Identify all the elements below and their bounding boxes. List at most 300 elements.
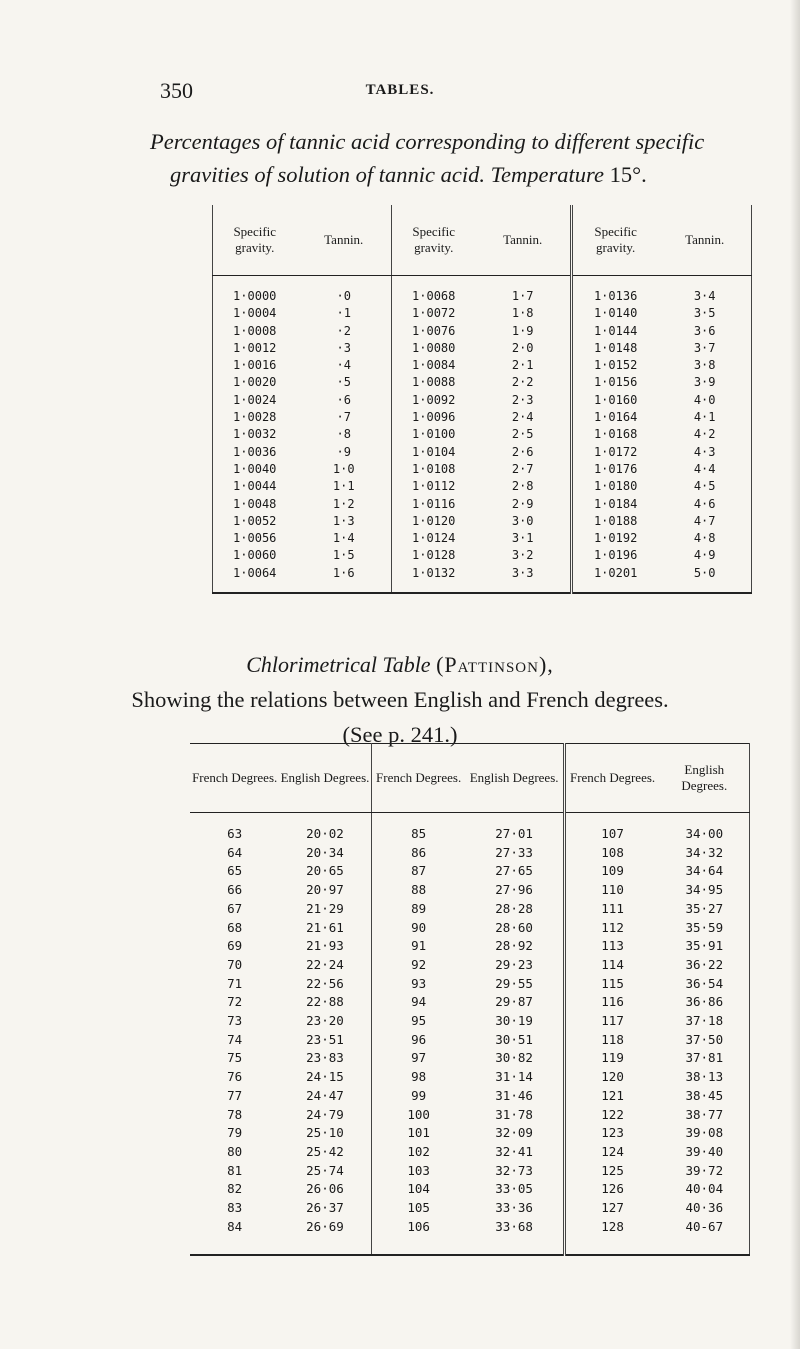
- tannin-table-header-cell: Tannin.: [296, 205, 391, 276]
- tannin-table-cell: 1·0132: [412, 565, 456, 580]
- chlorimetrical-table-cell: 98: [411, 1069, 427, 1085]
- tannin-table-cell: 1·0108: [412, 461, 456, 476]
- tannin-table-cell: ·3: [296, 340, 391, 357]
- tannin-table-cell: 1·0056: [213, 530, 297, 547]
- tannin-table-cell: 3·2: [475, 547, 571, 564]
- chlorimetrical-table-cell: 70: [227, 956, 243, 972]
- tannin-table-cell: 4·4: [658, 461, 751, 478]
- chlorimetrical-table-cell: 21·61: [279, 919, 371, 938]
- chlorimetrical-subtitle: Showing the relations between English and French degrees.: [131, 687, 669, 712]
- chlorimetrical-table-cell: 29·87: [466, 993, 564, 1012]
- chlorimetrical-table-cell: 26·37: [279, 1199, 371, 1218]
- tannin-table-cell: 4·3: [658, 444, 751, 461]
- tannin-table-cell: 2·6: [475, 444, 571, 461]
- tannin-table-header-cell: Specific gravity.: [391, 205, 475, 276]
- tannin-table-cell: ·6: [296, 392, 391, 409]
- chlorimetrical-table-cell: 71: [227, 975, 243, 991]
- tannin-table-cell: 1·0076: [412, 323, 456, 338]
- chlorimetrical-table-body: [190, 813, 750, 1256]
- chlorimetrical-table-cell: 23·83: [279, 1049, 371, 1068]
- chlorimetrical-table-cell: 112: [601, 919, 624, 935]
- tannin-table-cell: 1·0060: [213, 547, 297, 564]
- chlorimetrical-table-cell: 88: [411, 882, 427, 898]
- chlorimetrical-table-cell: 106: [407, 1218, 430, 1234]
- chlorimetrical-table-cell: 30·51: [466, 1031, 564, 1050]
- chlorimetrical-table-cell: 82: [227, 1181, 243, 1197]
- chlorimetrical-table-cell: 117: [601, 1013, 624, 1029]
- chlorimetrical-table-cell: 75: [227, 1050, 243, 1066]
- chlorimetrical-table-cell: 27·65: [466, 862, 564, 881]
- chlorimetrical-table-cell: 25·74: [279, 1162, 371, 1181]
- chlorimetrical-table-cell: 111: [601, 900, 624, 916]
- chlorimetrical-table-header-cell: English Degrees.: [279, 744, 371, 813]
- chlorimetrical-table-cell: 21·93: [279, 937, 371, 956]
- tannin-table-cell: 3·0: [475, 513, 571, 530]
- table-row: [213, 478, 752, 495]
- chlorimetrical-table-cell: 116: [601, 994, 624, 1010]
- table-row: [213, 276, 752, 306]
- tannin-table-cell: 2·9: [475, 496, 571, 513]
- tannin-table-cell: 1·0128: [412, 548, 456, 563]
- chlorimetrical-table-cell: 123: [601, 1125, 624, 1141]
- tannin-table-cell: 1·0088: [412, 375, 456, 390]
- chlorimetrical-title-text: Chlorimetrical Table: [246, 652, 431, 677]
- chlorimetrical-table-cell: 91: [411, 938, 427, 954]
- tannin-table-cell: 2·7: [475, 461, 571, 478]
- tannin-table-cell: 1·1: [296, 478, 391, 495]
- tannin-table-header-row: [213, 205, 752, 276]
- tannin-table-cell: 1·0104: [412, 444, 456, 459]
- tannin-table-cell: 1·0012: [213, 340, 297, 357]
- tannin-table-cell: 2·4: [475, 409, 571, 426]
- tannin-table-header-cell: Specific gravity.: [571, 205, 658, 276]
- table-row: [190, 1068, 750, 1087]
- chlorimetrical-table-cell: 39·08: [660, 1124, 750, 1143]
- chlorimetrical-table-cell: 33·68: [466, 1218, 564, 1256]
- tannin-table-cell: 1·0120: [412, 513, 456, 528]
- tannin-table-cell: 1·0112: [412, 479, 456, 494]
- chlorimetrical-table-cell: 83: [227, 1200, 243, 1216]
- chlorimetrical-table: [190, 743, 750, 1256]
- tannin-table-header-cell: Tannin.: [658, 205, 751, 276]
- chlorimetrical-table-cell: 27·96: [466, 881, 564, 900]
- chlorimetrical-table-cell: 81: [227, 1162, 243, 1178]
- tannin-caption-temperature: 15°.: [609, 162, 647, 187]
- table-row: [190, 1143, 750, 1162]
- tannin-table-cell: 1·0184: [593, 496, 638, 511]
- chlorimetrical-table-cell: 95: [411, 1013, 427, 1029]
- table-row: [190, 1218, 750, 1256]
- tannin-table-cell: 3·9: [658, 374, 751, 391]
- chlorimetrical-table-cell: 20·34: [279, 844, 371, 863]
- chlorimetrical-table-cell: 34·64: [660, 862, 750, 881]
- table-row: [213, 547, 752, 564]
- table-row: [190, 813, 750, 844]
- table-row: [213, 461, 752, 478]
- chlorimetrical-table-header-row: [190, 744, 750, 813]
- table-row: [213, 392, 752, 409]
- tannin-table-cell: 1·0148: [593, 340, 638, 355]
- chlorimetrical-table-cell: 29·55: [466, 975, 564, 994]
- tannin-table-cell: 1·0008: [213, 323, 297, 340]
- chlorimetrical-title-author: (Pattinson),: [436, 652, 554, 677]
- chlorimetrical-table-cell: 110: [601, 882, 624, 898]
- chlorimetrical-table-cell: 73: [227, 1013, 243, 1029]
- tannin-table-cell: 1·0180: [593, 479, 638, 494]
- tannin-table-cell: 2·1: [475, 357, 571, 374]
- chlorimetrical-table-cell: 89: [411, 900, 427, 916]
- tannin-table-cell: 1·0032: [213, 426, 297, 443]
- chlorimetrical-table-cell: 79: [227, 1125, 243, 1141]
- chlorimetrical-table-cell: 24·79: [279, 1106, 371, 1125]
- chlorimetrical-table-cell: 20·65: [279, 862, 371, 881]
- chlorimetrical-table-cell: 99: [411, 1087, 427, 1103]
- table-row: [190, 919, 750, 938]
- table-row: [213, 357, 752, 374]
- tannin-table-cell: 1·0052: [213, 513, 297, 530]
- tannin-table-caption: [150, 125, 790, 191]
- chlorimetrical-table-cell: 36·86: [660, 993, 750, 1012]
- chlorimetrical-table-cell: 32·41: [466, 1143, 564, 1162]
- tannin-table-cell: 4·1: [658, 409, 751, 426]
- chlorimetrical-table-cell: 124: [601, 1143, 624, 1159]
- chlorimetrical-table-cell: 101: [407, 1125, 430, 1141]
- chlorimetrical-table-header-cell: French Degrees.: [371, 744, 466, 813]
- tannin-table-cell: 1·9: [475, 323, 571, 340]
- tannin-caption-line2-text: gravities of solution of tannic acid. Temperature: [170, 162, 610, 187]
- tannin-table-cell: 1·0152: [593, 358, 638, 373]
- chlorimetrical-table-cell: 94: [411, 994, 427, 1010]
- chlorimetrical-table-cell: 40·04: [660, 1180, 750, 1199]
- tannin-table-cell: 3·4: [658, 276, 751, 306]
- table-row: [190, 956, 750, 975]
- chlorimetrical-table-cell: 34·95: [660, 881, 750, 900]
- chlorimetrical-table-header-cell: French Degrees.: [190, 744, 279, 813]
- chlorimetrical-table-cell: 25·10: [279, 1124, 371, 1143]
- chlorimetrical-table-cell: 127: [601, 1200, 624, 1216]
- tannin-table-cell: 4·8: [658, 530, 751, 547]
- chlorimetrical-table-cell: 125: [601, 1162, 624, 1178]
- tannin-table: [212, 205, 752, 594]
- chlorimetrical-table-cell: 121: [601, 1087, 624, 1103]
- table-row: [190, 993, 750, 1012]
- chlorimetrical-table-cell: 100: [407, 1106, 430, 1122]
- tannin-table-cell: 1·0048: [213, 496, 297, 513]
- chlorimetrical-table-cell: 67: [227, 900, 243, 916]
- chlorimetrical-table-header-cell: French Degrees.: [564, 744, 660, 813]
- table-row: [190, 937, 750, 956]
- tannin-table-cell: 1·0024: [213, 392, 297, 409]
- tannin-table-cell: 3·6: [658, 323, 751, 340]
- table-row: [190, 1012, 750, 1031]
- table-row: [190, 900, 750, 919]
- chlorimetrical-table-cell: 64: [227, 844, 243, 860]
- chlorimetrical-table-cell: 69: [227, 938, 243, 954]
- tannin-table-cell: 1·0100: [412, 427, 456, 442]
- chlorimetrical-table-cell: 90: [411, 919, 427, 935]
- tannin-table-cell: 1·0040: [213, 461, 297, 478]
- tannin-table-cell: ·5: [296, 374, 391, 391]
- chlorimetrical-table-cell: 31·46: [466, 1087, 564, 1106]
- tannin-table-cell: 1·0072: [412, 306, 456, 321]
- tannin-table-cell: 1·4: [296, 530, 391, 547]
- tannin-table-cell: 3·8: [658, 357, 751, 374]
- tannin-table-cell: 1·0164: [593, 410, 638, 425]
- tannin-table-cell: 1·0004: [213, 305, 297, 322]
- chlorimetrical-table-cell: 118: [601, 1031, 624, 1047]
- tannin-table-cell: 2·0: [475, 340, 571, 357]
- chlorimetrical-table-cell: 29·23: [466, 956, 564, 975]
- chlorimetrical-table-cell: 20·02: [279, 813, 371, 844]
- chlorimetrical-table-cell: 28·60: [466, 919, 564, 938]
- chlorimetrical-table-cell: 84: [227, 1218, 243, 1234]
- tannin-table-cell: 1·0140: [593, 306, 638, 321]
- table-row: [190, 1087, 750, 1106]
- tannin-table-cell: ·0: [296, 276, 391, 306]
- table-row: [190, 1162, 750, 1181]
- chlorimetrical-table-cell: 87: [411, 863, 427, 879]
- chlorimetrical-table-cell: 23·20: [279, 1012, 371, 1031]
- tannin-table-cell: 1·3: [296, 513, 391, 530]
- tannin-table-cell: 1·0168: [593, 427, 638, 442]
- chlorimetrical-table-cell: 65: [227, 863, 243, 879]
- chlorimetrical-table-cell: 37·18: [660, 1012, 750, 1031]
- tannin-table-cell: 1·0064: [213, 565, 297, 593]
- tannin-table-cell: ·9: [296, 444, 391, 461]
- chlorimetrical-table-cell: 37·50: [660, 1031, 750, 1050]
- chlorimetrical-table-cell: 36·54: [660, 975, 750, 994]
- tannin-table-cell: 1·0080: [412, 340, 456, 355]
- chlorimetrical-table-cell: 86: [411, 844, 427, 860]
- chlorimetrical-caption: [0, 648, 800, 752]
- chlorimetrical-table-cell: 28·92: [466, 937, 564, 956]
- chlorimetrical-table-cell: 113: [601, 938, 624, 954]
- tannin-table-cell: 4·0: [658, 392, 751, 409]
- tannin-table-body: [213, 276, 752, 594]
- chlorimetrical-table-cell: 38·77: [660, 1106, 750, 1125]
- chlorimetrical-title: [0, 648, 800, 682]
- chlorimetrical-table-cell: 76: [227, 1069, 243, 1085]
- chlorimetrical-table-cell: 78: [227, 1106, 243, 1122]
- tannin-table-cell: 1·0172: [593, 444, 638, 459]
- chlorimetrical-table-cell: 32·09: [466, 1124, 564, 1143]
- tannin-table-cell: 2·8: [475, 478, 571, 495]
- chlorimetrical-table-cell: 23·51: [279, 1031, 371, 1050]
- tannin-table-cell: 2·3: [475, 392, 571, 409]
- tannin-table-cell: 1·0000: [213, 276, 297, 306]
- table-row: [190, 1031, 750, 1050]
- tannin-table-cell: 5·0: [658, 565, 751, 593]
- chlorimetrical-table-cell: 35·59: [660, 919, 750, 938]
- table-row: [190, 862, 750, 881]
- chlorimetrical-table-cell: 66: [227, 882, 243, 898]
- chlorimetrical-table-cell: 33·05: [466, 1180, 564, 1199]
- tannin-table-cell: 1·0196: [593, 548, 638, 563]
- table-row: [190, 881, 750, 900]
- tannin-caption-line2: [150, 158, 790, 191]
- chlorimetrical-see-page: (See p. 241.): [342, 722, 458, 747]
- tannin-table-cell: ·1: [296, 305, 391, 322]
- tannin-table-cell: 2·2: [475, 374, 571, 391]
- tannin-table-cell: 1·0096: [412, 410, 456, 425]
- page-number: 350: [160, 78, 193, 103]
- tannin-table-cell: 1·0092: [412, 392, 456, 407]
- table-row: [213, 496, 752, 513]
- chlorimetrical-table-cell: 27·33: [466, 844, 564, 863]
- chlorimetrical-table-cell: 36·22: [660, 956, 750, 975]
- chlorimetrical-table-cell: 25·42: [279, 1143, 371, 1162]
- chlorimetrical-table-cell: 96: [411, 1031, 427, 1047]
- chlorimetrical-table-cell: 122: [601, 1106, 624, 1122]
- chlorimetrical-table-cell: 120: [601, 1069, 624, 1085]
- chlorimetrical-table-cell: 115: [601, 975, 624, 991]
- chlorimetrical-table-cell: 80: [227, 1143, 243, 1159]
- tannin-table-cell: 1·0016: [213, 357, 297, 374]
- table-row: [213, 374, 752, 391]
- chlorimetrical-table-cell: 104: [407, 1181, 430, 1197]
- chlorimetrical-table-cell: 114: [601, 956, 624, 972]
- chlorimetrical-table-cell: 102: [407, 1143, 430, 1159]
- running-title: TABLES.: [365, 82, 435, 98]
- chlorimetrical-table-cell: 119: [601, 1050, 624, 1066]
- chlorimetrical-table-cell: 22·88: [279, 993, 371, 1012]
- tannin-table-cell: 3·1: [475, 530, 571, 547]
- table-row: [190, 1199, 750, 1218]
- table-row: [213, 340, 752, 357]
- chlorimetrical-table-cell: 40-67: [660, 1218, 750, 1256]
- chlorimetrical-table-cell: 39·72: [660, 1162, 750, 1181]
- chlorimetrical-table-cell: 30·19: [466, 1012, 564, 1031]
- table-row: [213, 530, 752, 547]
- chlorimetrical-table-cell: 107: [601, 826, 624, 841]
- tannin-table-cell: 1·0084: [412, 358, 456, 373]
- tannin-table-cell: ·4: [296, 357, 391, 374]
- tannin-table-cell: 1·0036: [213, 444, 297, 461]
- chlorimetrical-table-cell: 26·69: [279, 1218, 371, 1256]
- page-header: [0, 78, 800, 108]
- chlorimetrical-table-cell: 72: [227, 994, 243, 1010]
- table-row: [190, 1124, 750, 1143]
- table-row: [213, 444, 752, 461]
- chlorimetrical-table-cell: 21·29: [279, 900, 371, 919]
- tannin-table-cell: 1·7: [475, 276, 571, 306]
- tannin-table-cell: 1·8: [475, 305, 571, 322]
- chlorimetrical-table-cell: 38·45: [660, 1087, 750, 1106]
- chlorimetrical-table-cell: 34·00: [660, 813, 750, 844]
- chlorimetrical-table-cell: 20·97: [279, 881, 371, 900]
- table-row: [190, 1180, 750, 1199]
- chlorimetrical-table-cell: 26·06: [279, 1180, 371, 1199]
- chlorimetrical-table-cell: 38·13: [660, 1068, 750, 1087]
- chlorimetrical-table-cell: 77: [227, 1087, 243, 1103]
- chlorimetrical-table-cell: 24·47: [279, 1087, 371, 1106]
- chlorimetrical-table-cell: 32·73: [466, 1162, 564, 1181]
- chlorimetrical-table-cell: 85: [411, 826, 427, 841]
- tannin-table-cell: 1·0136: [593, 289, 638, 303]
- chlorimetrical-table-cell: 103: [407, 1162, 430, 1178]
- tannin-table-cell: 3·3: [475, 565, 571, 593]
- chlorimetrical-table-cell: 31·14: [466, 1068, 564, 1087]
- chlorimetrical-table-cell: 74: [227, 1031, 243, 1047]
- tannin-table-cell: 1·0160: [593, 392, 638, 407]
- chlorimetrical-table-cell: 35·27: [660, 900, 750, 919]
- tannin-table-cell: ·2: [296, 323, 391, 340]
- tannin-table-cell: 1·5: [296, 547, 391, 564]
- table-row: [190, 1049, 750, 1068]
- tannin-table-cell: 4·6: [658, 496, 751, 513]
- tannin-table-cell: 1·2: [296, 496, 391, 513]
- chlorimetrical-table-cell: 93: [411, 975, 427, 991]
- tannin-table-cell: 1·0044: [213, 478, 297, 495]
- chlorimetrical-table-cell: 28·28: [466, 900, 564, 919]
- chlorimetrical-table-cell: 126: [601, 1181, 624, 1197]
- tannin-table-cell: 4·5: [658, 478, 751, 495]
- chlorimetrical-table-cell: 92: [411, 956, 427, 972]
- table-row: [213, 305, 752, 322]
- tannin-table-cell: 1·0201: [593, 565, 638, 580]
- chlorimetrical-table-cell: 37·81: [660, 1049, 750, 1068]
- table-row: [213, 323, 752, 340]
- chlorimetrical-table-cell: 34·32: [660, 844, 750, 863]
- table-row: [213, 409, 752, 426]
- chlorimetrical-table-cell: 27·01: [466, 813, 564, 844]
- tannin-table-cell: 1·0020: [213, 374, 297, 391]
- chlorimetrical-table-cell: 22·24: [279, 956, 371, 975]
- chlorimetrical-table-cell: 68: [227, 919, 243, 935]
- chlorimetrical-table-cell: 109: [601, 863, 624, 879]
- tannin-table-cell: 1·0124: [412, 531, 456, 546]
- tannin-table-cell: 4·7: [658, 513, 751, 530]
- chlorimetrical-table-cell: 63: [227, 826, 243, 841]
- tannin-table-cell: 1·0192: [593, 531, 638, 546]
- tannin-table-header-cell: Specific gravity.: [213, 205, 297, 276]
- tannin-table-cell: 1·0156: [593, 375, 638, 390]
- table-row: [190, 1106, 750, 1125]
- chlorimetrical-table-cell: 33·36: [466, 1199, 564, 1218]
- chlorimetrical-table-cell: 31·78: [466, 1106, 564, 1125]
- tannin-caption-line1: Percentages of tannic acid corresponding to different specific: [150, 129, 705, 154]
- tannin-table-cell: ·8: [296, 426, 391, 443]
- tannin-table-cell: ·7: [296, 409, 391, 426]
- tannin-table-cell: 3·5: [658, 305, 751, 322]
- tannin-table-cell: 1·6: [296, 565, 391, 593]
- tannin-table-cell: 1·0028: [213, 409, 297, 426]
- table-row: [190, 975, 750, 994]
- table-row: [213, 565, 752, 593]
- chlorimetrical-table-cell: 105: [407, 1200, 430, 1216]
- table-row: [213, 513, 752, 530]
- table-row: [190, 844, 750, 863]
- chlorimetrical-table-cell: 97: [411, 1050, 427, 1066]
- tannin-table-header-cell: Tannin.: [475, 205, 571, 276]
- tannin-table-cell: 1·0116: [412, 496, 456, 511]
- chlorimetrical-table-cell: 40·36: [660, 1199, 750, 1218]
- chlorimetrical-table-cell: 24·15: [279, 1068, 371, 1087]
- chlorimetrical-table-cell: 35·91: [660, 937, 750, 956]
- chlorimetrical-table-cell: 22·56: [279, 975, 371, 994]
- chlorimetrical-table-cell: 108: [601, 844, 624, 860]
- table-row: [213, 426, 752, 443]
- chlorimetrical-table-cell: 30·82: [466, 1049, 564, 1068]
- chlorimetrical-table-header-cell: English Degrees.: [466, 744, 564, 813]
- tannin-table-cell: 4·2: [658, 426, 751, 443]
- tannin-table-cell: 1·0144: [593, 323, 638, 338]
- chlorimetrical-table-cell: 39·40: [660, 1143, 750, 1162]
- tannin-table-cell: 2·5: [475, 426, 571, 443]
- tannin-table-cell: 1·0176: [593, 461, 638, 476]
- chlorimetrical-table-header-cell: English Degrees.: [660, 744, 750, 813]
- tannin-table-cell: 1·0188: [593, 513, 638, 528]
